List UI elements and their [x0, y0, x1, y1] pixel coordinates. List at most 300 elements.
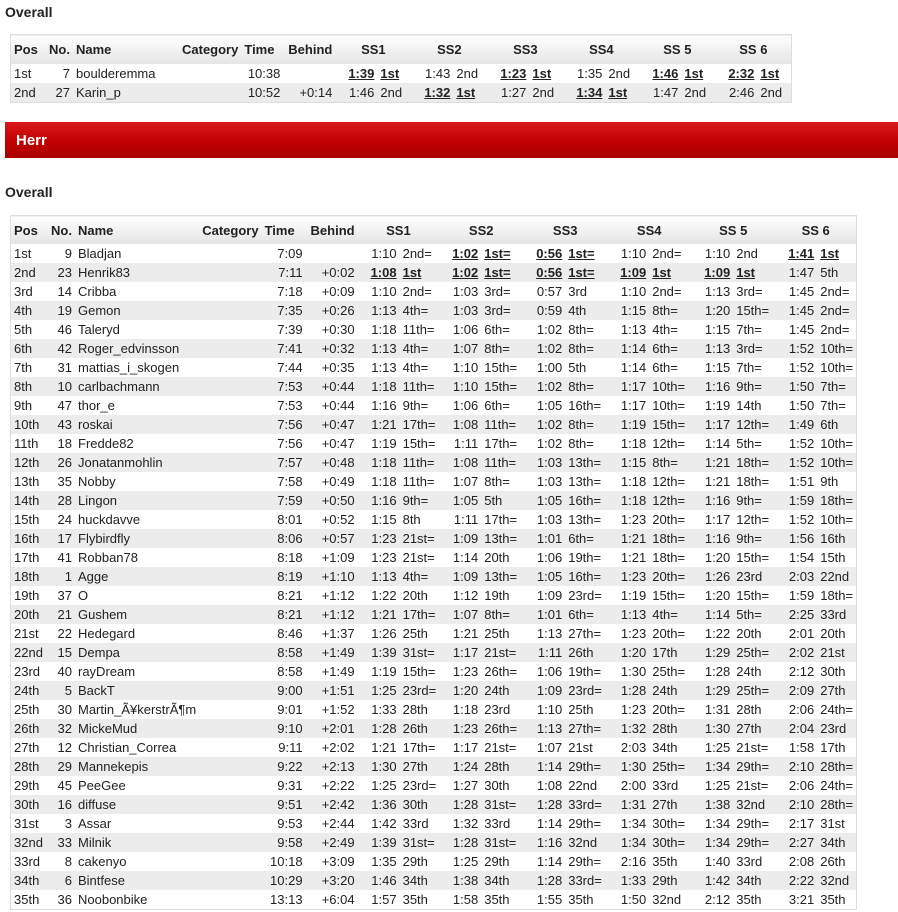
stage-rank-cell: 2nd: [453, 64, 487, 83]
stage-time-cell: 1:10: [439, 377, 481, 396]
column-header: SS2: [411, 35, 487, 65]
category-cell: [199, 719, 261, 738]
stage-time-cell: 1:23: [607, 510, 649, 529]
position-cell: 14th: [11, 491, 48, 510]
stage-time-cell: 1:30: [607, 757, 649, 776]
stage-rank-cell: 20th=: [649, 567, 691, 586]
stage-rank-cell: 29th: [400, 852, 440, 871]
bib-number-cell: 45: [47, 776, 75, 795]
table-row: [11, 301, 857, 320]
position-cell: 1st: [11, 64, 46, 83]
stage-rank-cell: 28th: [733, 700, 775, 719]
stage-time-cell: 1:07: [523, 738, 565, 757]
stage-time-cell: 1:14: [607, 339, 649, 358]
stage-time-cell: 1:15: [691, 320, 733, 339]
behind-cell: +0:09: [306, 282, 358, 301]
stage-time-cell: 1:39: [358, 643, 400, 662]
stage-time-cell: 1:02: [523, 434, 565, 453]
stage-rank-cell: 29th=: [565, 757, 607, 776]
stage-rank-cell: 17th=: [400, 738, 440, 757]
position-cell: 5th: [11, 320, 48, 339]
stage-time-cell: 1:02: [439, 244, 481, 263]
category-cell: [199, 624, 261, 643]
rider-name-cell: Karin_p: [73, 83, 179, 103]
total-time-cell: 8:18: [262, 548, 306, 567]
position-cell: 15th: [11, 510, 48, 529]
column-header: SS1: [335, 35, 411, 65]
rider-name-cell: O: [75, 586, 199, 605]
behind-cell: +1:49: [306, 643, 358, 662]
position-cell: 19th: [11, 586, 48, 605]
bib-number-cell: 29: [47, 757, 75, 776]
stage-rank-cell: 27th=: [565, 719, 607, 738]
stage-rank-cell: 35th: [565, 890, 607, 910]
table-row: [11, 757, 857, 776]
total-time-cell: 9:58: [262, 833, 306, 852]
category-cell: [199, 757, 261, 776]
stage-time-cell: 2:46: [715, 83, 757, 103]
stage-rank-cell: 35th: [400, 890, 440, 910]
stage-time-cell: 1:20: [691, 548, 733, 567]
stage-rank-cell: 15th=: [481, 358, 523, 377]
column-header: Pos: [11, 35, 46, 65]
bib-number-cell: 31: [47, 358, 75, 377]
stage-time-cell: 1:16: [358, 491, 400, 510]
bib-number-cell: 12: [47, 738, 75, 757]
stage-rank-cell: 30th: [400, 795, 440, 814]
bib-number-cell: 1: [47, 567, 75, 586]
stage-rank-cell: 34th: [400, 871, 440, 890]
category-cell: [199, 833, 261, 852]
position-cell: 25th: [11, 700, 48, 719]
stage-time-cell: 1:55: [523, 890, 565, 910]
total-time-cell: 9:11: [262, 738, 306, 757]
stage-rank-cell: 17th: [649, 643, 691, 662]
stage-rank-cell: 20th=: [649, 624, 691, 643]
stage-rank-cell: 1st: [377, 64, 411, 83]
table-row: [11, 529, 857, 548]
bib-number-cell: 43: [47, 415, 75, 434]
stage-rank-cell: 18th=: [817, 586, 856, 605]
position-cell: 28th: [11, 757, 48, 776]
stage-rank-cell: 30th: [481, 776, 523, 795]
stage-time-cell: 1:21: [607, 548, 649, 567]
behind-cell: +0:57: [306, 529, 358, 548]
stage-rank-cell: 9th=: [733, 529, 775, 548]
stage-time-cell: 1:33: [607, 871, 649, 890]
rider-name-cell: Agge: [75, 567, 199, 586]
stage-rank-cell: 33rd: [733, 852, 775, 871]
stage-time-cell: 1:02: [439, 263, 481, 282]
table-row: [11, 282, 857, 301]
stage-time-cell: 1:11: [439, 434, 481, 453]
stage-rank-cell: 11th=: [400, 320, 440, 339]
stage-time-cell: 1:15: [691, 358, 733, 377]
stage-time-cell: 1:39: [358, 833, 400, 852]
position-cell: 1st: [11, 244, 48, 263]
stage-time-cell: 2:12: [775, 662, 817, 681]
behind-cell: +2:13: [306, 757, 358, 776]
stage-time-cell: 1:19: [607, 415, 649, 434]
stage-rank-cell: 4th=: [649, 605, 691, 624]
table-row: [11, 814, 857, 833]
stage-time-cell: 2:03: [775, 567, 817, 586]
stage-time-cell: 1:13: [358, 339, 400, 358]
bib-number-cell: 19: [47, 301, 75, 320]
stage-time-cell: 1:22: [691, 624, 733, 643]
stage-time-cell: 1:30: [358, 757, 400, 776]
stage-rank-cell: 11th=: [481, 415, 523, 434]
stage-time-cell: 1:16: [691, 491, 733, 510]
stage-time-cell: 1:19: [691, 396, 733, 415]
stage-time-cell: 1:45: [775, 301, 817, 320]
position-cell: 8th: [11, 377, 48, 396]
bib-number-cell: 9: [47, 244, 75, 263]
stage-time-cell: 1:26: [691, 567, 733, 586]
stage-time-cell: 2:06: [775, 700, 817, 719]
stage-rank-cell: 13th=: [481, 529, 523, 548]
total-time-cell: 7:53: [262, 377, 306, 396]
stage-time-cell: 1:18: [439, 700, 481, 719]
table-row: [11, 64, 792, 83]
stage-rank-cell: 30th=: [649, 814, 691, 833]
behind-cell: +3:09: [306, 852, 358, 871]
bib-number-cell: 21: [47, 605, 75, 624]
stage-time-cell: 1:00: [523, 358, 565, 377]
bib-number-cell: 33: [47, 833, 75, 852]
stage-time-cell: 1:19: [358, 662, 400, 681]
stage-time-cell: 1:20: [439, 681, 481, 700]
category-cell: [179, 83, 241, 103]
stage-time-cell: 1:21: [358, 738, 400, 757]
stage-time-cell: 1:07: [439, 472, 481, 491]
stage-rank-cell: 33rd: [481, 814, 523, 833]
stage-time-cell: 1:25: [691, 776, 733, 795]
total-time-cell: 7:53: [262, 396, 306, 415]
stage-time-cell: 2:03: [607, 738, 649, 757]
stage-rank-cell: 26th: [565, 643, 607, 662]
rider-name-cell: Hedegard: [75, 624, 199, 643]
stage-rank-cell: 21st=: [400, 548, 440, 567]
stage-time-cell: 1:46: [358, 871, 400, 890]
stage-time-cell: 1:30: [607, 662, 649, 681]
rider-name-cell: Flybirdfly: [75, 529, 199, 548]
stage-rank-cell: 24th: [733, 662, 775, 681]
position-cell: 30th: [11, 795, 48, 814]
stage-rank-cell: 6th=: [481, 396, 523, 415]
position-cell: 3rd: [11, 282, 48, 301]
stage-rank-cell: 26th=: [481, 662, 523, 681]
column-header: Category: [179, 35, 241, 65]
stage-time-cell: 1:09: [439, 567, 481, 586]
stage-rank-cell: 31st=: [400, 643, 440, 662]
stage-time-cell: 2:22: [775, 871, 817, 890]
table-row: [11, 833, 857, 852]
stage-rank-cell: 8th=: [481, 605, 523, 624]
rider-name-cell: carlbachmann: [75, 377, 199, 396]
stage-rank-cell: 34th: [817, 833, 856, 852]
table-row: [11, 434, 857, 453]
stage-rank-cell: 17th=: [400, 415, 440, 434]
stage-time-cell: 0:59: [523, 301, 565, 320]
total-time-cell: 10:18: [262, 852, 306, 871]
table-row: [11, 681, 857, 700]
stage-rank-cell: 33rd=: [565, 871, 607, 890]
behind-cell: +2:22: [306, 776, 358, 795]
category-cell: [199, 890, 261, 910]
stage-time-cell: 1:46: [335, 83, 377, 103]
stage-rank-cell: 3rd=: [481, 301, 523, 320]
stage-rank-cell: 16th=: [565, 567, 607, 586]
category-cell: [199, 567, 261, 586]
stage-time-cell: 1:20: [607, 643, 649, 662]
behind-cell: +2:44: [306, 814, 358, 833]
stage-rank-cell: 1st: [529, 64, 563, 83]
stage-rank-cell: 3rd: [565, 282, 607, 301]
total-time-cell: 9:00: [262, 681, 306, 700]
stage-time-cell: 1:36: [358, 795, 400, 814]
total-time-cell: 7:57: [262, 453, 306, 472]
stage-time-cell: 1:16: [691, 529, 733, 548]
total-time-cell: 8:58: [262, 643, 306, 662]
bib-number-cell: 5: [47, 681, 75, 700]
stage-time-cell: 1:15: [607, 453, 649, 472]
rider-name-cell: thor_e: [75, 396, 199, 415]
stage-rank-cell: 6th: [817, 415, 856, 434]
stage-rank-cell: 10th=: [817, 358, 856, 377]
behind-cell: +0:47: [306, 415, 358, 434]
stage-time-cell: 1:28: [523, 871, 565, 890]
stage-rank-cell: 34th: [649, 738, 691, 757]
stage-rank-cell: 28th=: [817, 795, 856, 814]
position-cell: 7th: [11, 358, 48, 377]
stage-time-cell: 1:13: [523, 719, 565, 738]
stage-rank-cell: 7th=: [733, 358, 775, 377]
stage-time-cell: 1:50: [775, 377, 817, 396]
stage-rank-cell: 29th=: [733, 814, 775, 833]
behind-cell: +0:44: [306, 396, 358, 415]
stage-rank-cell: 18th=: [649, 529, 691, 548]
position-cell: 35th: [11, 890, 48, 910]
total-time-cell: 8:58: [262, 662, 306, 681]
behind-cell: +0:50: [306, 491, 358, 510]
stage-rank-cell: 12th=: [733, 510, 775, 529]
total-time-cell: 13:13: [262, 890, 306, 910]
column-header: Behind: [283, 35, 335, 65]
stage-rank-cell: 2nd: [757, 83, 792, 103]
stage-rank-cell: 4th=: [400, 339, 440, 358]
stage-rank-cell: 3rd=: [733, 339, 775, 358]
stage-rank-cell: 2nd=: [400, 282, 440, 301]
stage-rank-cell: 8th: [400, 510, 440, 529]
stage-time-cell: 1:02: [523, 320, 565, 339]
bib-number-cell: 17: [47, 529, 75, 548]
total-time-cell: 10:52: [241, 83, 283, 103]
stage-rank-cell: 2nd: [681, 83, 715, 103]
stage-time-cell: 2:08: [775, 852, 817, 871]
stage-rank-cell: 31st=: [400, 833, 440, 852]
category-cell: [199, 795, 261, 814]
stage-time-cell: 1:11: [439, 510, 481, 529]
stage-time-cell: 1:52: [775, 510, 817, 529]
table-row: [11, 776, 857, 795]
bib-number-cell: 40: [47, 662, 75, 681]
stage-time-cell: 1:08: [358, 263, 400, 282]
stage-time-cell: 1:15: [607, 301, 649, 320]
stage-time-cell: 1:18: [358, 453, 400, 472]
stage-rank-cell: 4th: [565, 301, 607, 320]
position-cell: 21st: [11, 624, 48, 643]
stage-rank-cell: 7th=: [733, 320, 775, 339]
stage-rank-cell: 5th: [565, 358, 607, 377]
stage-rank-cell: 21st=: [400, 529, 440, 548]
position-cell: 12th: [11, 453, 48, 472]
stage-time-cell: 1:10: [691, 244, 733, 263]
stage-time-cell: 1:40: [691, 852, 733, 871]
rider-name-cell: diffuse: [75, 795, 199, 814]
stage-rank-cell: 2nd=: [817, 301, 856, 320]
stage-time-cell: 1:21: [439, 624, 481, 643]
stage-time-cell: 1:02: [523, 377, 565, 396]
category-cell: [199, 586, 261, 605]
total-time-cell: 7:56: [262, 434, 306, 453]
table-row: [11, 396, 857, 415]
stage-time-cell: 1:05: [523, 396, 565, 415]
table-row: [11, 624, 857, 643]
stage-rank-cell: 1st=: [481, 244, 523, 263]
stage-time-cell: 1:50: [607, 890, 649, 910]
rider-name-cell: roskai: [75, 415, 199, 434]
category-cell: [199, 871, 261, 890]
stage-rank-cell: 12th=: [649, 491, 691, 510]
stage-time-cell: 1:47: [639, 83, 681, 103]
behind-cell: +0:49: [306, 472, 358, 491]
stage-time-cell: 1:28: [523, 795, 565, 814]
position-cell: 16th: [11, 529, 48, 548]
stage-rank-cell: 8th=: [565, 434, 607, 453]
stage-time-cell: 2:06: [775, 776, 817, 795]
stage-rank-cell: 10th=: [817, 453, 856, 472]
stage-rank-cell: 10th=: [817, 434, 856, 453]
total-time-cell: 8:46: [262, 624, 306, 643]
stage-rank-cell: 4th=: [649, 320, 691, 339]
table-row: [11, 700, 857, 719]
stage-rank-cell: 26th: [817, 852, 856, 871]
stage-rank-cell: 9th: [817, 472, 856, 491]
stage-rank-cell: 8th=: [565, 320, 607, 339]
stage-rank-cell: 35th: [649, 852, 691, 871]
total-time-cell: 7:09: [262, 244, 306, 263]
table-row: [11, 548, 857, 567]
stage-rank-cell: 7th=: [817, 396, 856, 415]
stage-time-cell: 2:17: [775, 814, 817, 833]
bib-number-cell: 14: [47, 282, 75, 301]
total-time-cell: 9:22: [262, 757, 306, 776]
rider-name-cell: Jonatanmohlin: [75, 453, 199, 472]
stage-rank-cell: 29th: [481, 852, 523, 871]
category-banner-label: Herr: [16, 132, 47, 149]
stage-rank-cell: 1st: [681, 64, 715, 83]
position-cell: 13th: [11, 472, 48, 491]
position-cell: 20th: [11, 605, 48, 624]
category-cell: [199, 339, 261, 358]
stage-rank-cell: 18th=: [649, 548, 691, 567]
stage-time-cell: 1:13: [358, 358, 400, 377]
behind-cell: +2:49: [306, 833, 358, 852]
total-time-cell: 7:18: [262, 282, 306, 301]
stage-time-cell: 1:21: [607, 529, 649, 548]
stage-time-cell: 1:19: [607, 586, 649, 605]
table-header-row: [11, 35, 792, 65]
stage-rank-cell: 32nd: [565, 833, 607, 852]
stage-rank-cell: 8th=: [565, 377, 607, 396]
stage-time-cell: 1:29: [691, 681, 733, 700]
stage-rank-cell: 27th: [649, 795, 691, 814]
stage-rank-cell: 23rd=: [400, 776, 440, 795]
column-header: No.: [45, 35, 73, 65]
stage-rank-cell: 9th=: [400, 396, 440, 415]
stage-time-cell: 1:29: [691, 643, 733, 662]
column-header: Name: [75, 216, 199, 245]
bib-number-cell: 37: [47, 586, 75, 605]
stage-rank-cell: 15th=: [733, 301, 775, 320]
stage-time-cell: 1:18: [607, 472, 649, 491]
total-time-cell: 8:19: [262, 567, 306, 586]
stage-rank-cell: 18th=: [733, 472, 775, 491]
stage-time-cell: 1:57: [358, 890, 400, 910]
stage-time-cell: 1:28: [439, 833, 481, 852]
stage-time-cell: 1:23: [358, 529, 400, 548]
stage-rank-cell: 2nd: [733, 244, 775, 263]
bib-number-cell: 16: [47, 795, 75, 814]
stage-rank-cell: 2nd=: [649, 244, 691, 263]
stage-rank-cell: 31st=: [481, 833, 523, 852]
total-time-cell: 7:11: [262, 263, 306, 282]
stage-time-cell: 1:52: [775, 453, 817, 472]
position-cell: 26th: [11, 719, 48, 738]
rider-name-cell: Christian_Correa: [75, 738, 199, 757]
stage-rank-cell: 34th: [733, 871, 775, 890]
bib-number-cell: 26: [47, 453, 75, 472]
position-cell: 10th: [11, 415, 48, 434]
stage-rank-cell: 15th=: [481, 377, 523, 396]
position-cell: 6th: [11, 339, 48, 358]
position-cell: 2nd: [11, 263, 48, 282]
stage-rank-cell: 30th=: [649, 833, 691, 852]
stage-rank-cell: 21st=: [733, 738, 775, 757]
stage-time-cell: 1:10: [523, 700, 565, 719]
stage-time-cell: 1:28: [607, 681, 649, 700]
stage-time-cell: 1:34: [691, 814, 733, 833]
stage-time-cell: 1:59: [775, 586, 817, 605]
column-header: No.: [47, 216, 75, 245]
bib-number-cell: 15: [47, 643, 75, 662]
stage-time-cell: 1:02: [523, 415, 565, 434]
stage-time-cell: 1:06: [439, 320, 481, 339]
stage-time-cell: 1:18: [358, 377, 400, 396]
stage-time-cell: 1:23: [607, 624, 649, 643]
stage-time-cell: 1:25: [439, 852, 481, 871]
total-time-cell: 9:31: [262, 776, 306, 795]
stage-time-cell: 1:14: [523, 757, 565, 776]
stage-rank-cell: 29th=: [733, 757, 775, 776]
total-time-cell: 7:39: [262, 320, 306, 339]
stage-time-cell: 1:13: [358, 301, 400, 320]
column-header: SS1: [358, 216, 440, 245]
stage-time-cell: 1:21: [691, 472, 733, 491]
stage-time-cell: 1:09: [607, 263, 649, 282]
stage-rank-cell: 17th=: [400, 605, 440, 624]
